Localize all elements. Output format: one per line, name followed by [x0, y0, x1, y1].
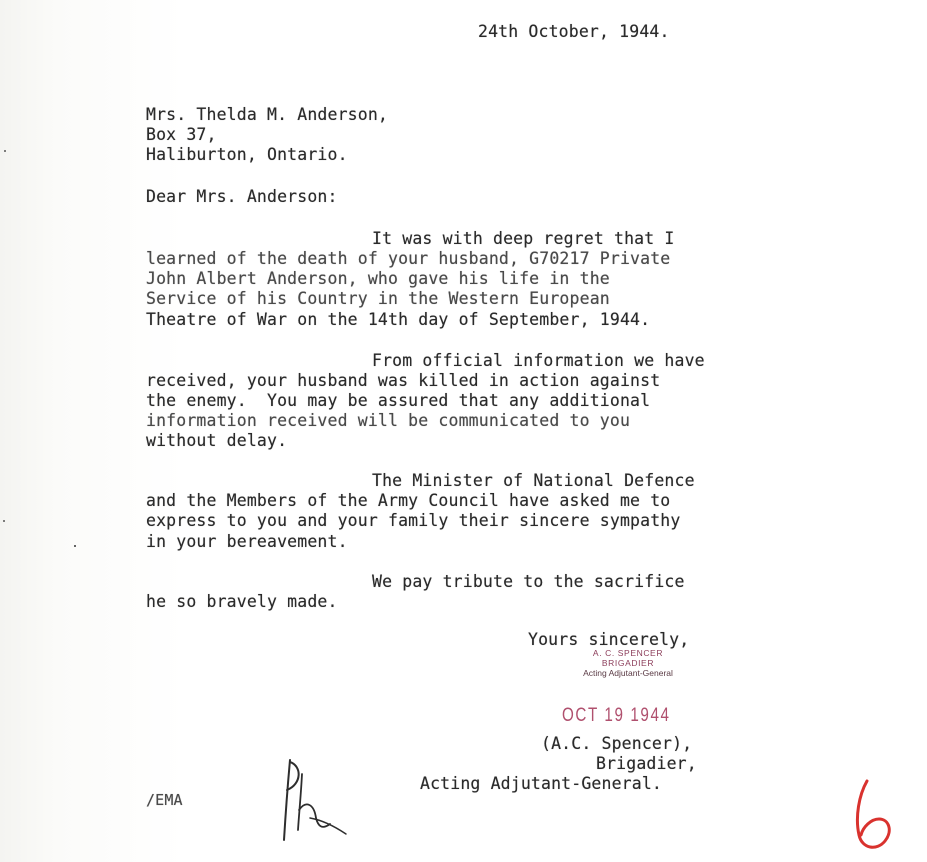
stamp-rank: BRIGADIER — [601, 658, 655, 668]
paragraph-line: without delay. — [146, 431, 288, 450]
paragraph-line: he so bravely made. — [146, 592, 338, 611]
typist-reference: /EMA — [146, 791, 183, 809]
paragraph-line: and the Members of the Army Council have asked me to — [146, 491, 671, 510]
bleed-through-mark — [140, 10, 143, 24]
page-number-mark — [853, 775, 899, 855]
salutation: Dear Mrs. Anderson: — [146, 187, 338, 206]
paragraph-line: information received will be communicated to you — [146, 411, 631, 430]
signatory-rank: Brigadier, — [596, 754, 697, 773]
recipient-town: Haliburton, Ontario. — [146, 145, 348, 164]
page-number-text: 6 — [853, 775, 854, 776]
paragraph-line: We pay tribute to the sacrifice — [372, 572, 685, 591]
paragraph-line: The Minister of National Defence — [372, 471, 695, 490]
paragraph-line: From official information we have — [372, 351, 705, 370]
paragraph-line: in your bereavement. — [146, 532, 348, 551]
paper-speck — [3, 520, 5, 522]
paragraph-line: received, your husband was killed in action against — [146, 371, 661, 390]
paragraph-line: John Albert Anderson, who gave his life in the — [146, 269, 610, 288]
signatory-title: Acting Adjutant-General. — [420, 774, 663, 793]
stamp-name: A. C. SPENCER — [592, 648, 664, 658]
handwritten-initials — [272, 752, 352, 847]
stamp-title: Acting Adjutant-General — [583, 668, 673, 678]
letter-date: 24th October, 1944. — [478, 22, 670, 41]
paper-speck — [74, 545, 76, 547]
closing: Yours sincerely, — [528, 630, 690, 649]
signatory-name: (A.C. Spencer), — [541, 734, 693, 753]
paragraph-line: Theatre of War on the 14th day of September, 1944. — [146, 310, 651, 329]
paragraph-line: express to you and your family their sincere sympathy — [146, 511, 681, 530]
paragraph-line: the enemy. You may be assured that any additional — [146, 391, 651, 410]
received-date-stamp: OCT 19 1944 — [562, 705, 671, 726]
paragraph-line: It was with deep regret that I — [372, 229, 675, 248]
paragraph-line: Service of his Country in the Western European — [146, 289, 610, 308]
recipient-box: Box 37, — [146, 125, 217, 144]
paragraph-line: learned of the death of your husband, G70217 Private — [146, 249, 671, 268]
signature-stamp — [548, 648, 708, 678]
recipient-name: Mrs. Thelda M. Anderson, — [146, 105, 389, 124]
paper-speck — [4, 150, 6, 152]
